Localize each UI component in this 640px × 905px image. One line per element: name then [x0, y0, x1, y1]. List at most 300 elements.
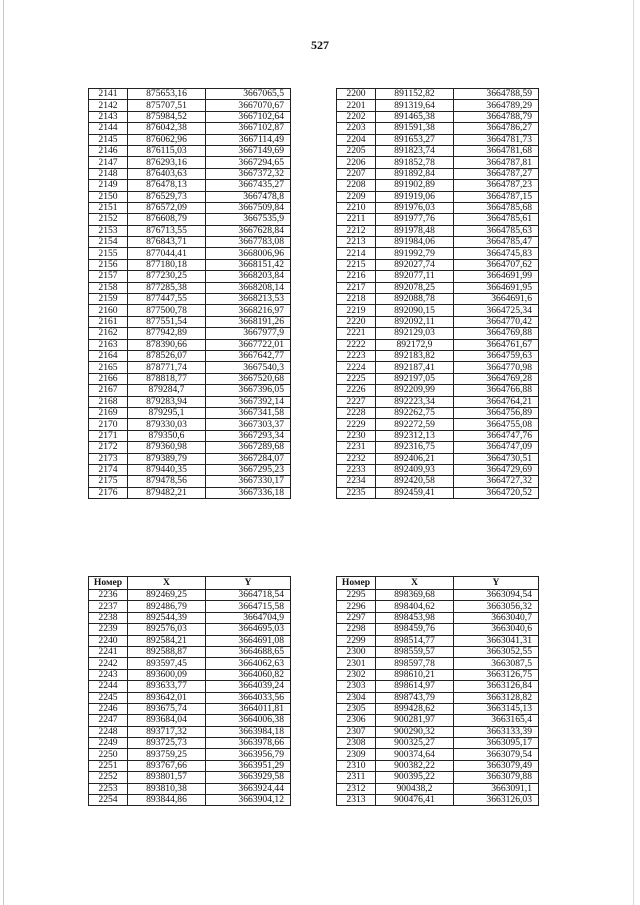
x-coordinate-cell: 892409,93 — [376, 464, 454, 475]
table-row — [89, 430, 291, 441]
column-header-number: Номер — [337, 577, 376, 590]
x-coordinate-cell: 879284,7 — [128, 385, 206, 396]
x-coordinate-cell: 876403,63 — [128, 168, 206, 179]
table-row — [89, 658, 291, 669]
y-coordinate-cell: 3664707,62 — [454, 259, 539, 270]
table-row — [337, 464, 539, 475]
point-number-cell: 2224 — [337, 362, 376, 373]
table-row — [337, 123, 539, 134]
y-coordinate-cell: 3664691,95 — [454, 282, 539, 293]
point-number-cell: 2153 — [89, 225, 128, 236]
y-coordinate-cell: 3663165,4 — [454, 715, 539, 726]
x-coordinate-cell: 892486,79 — [128, 601, 206, 612]
x-coordinate-cell: 891978,48 — [376, 225, 454, 236]
x-coordinate-cell: 893767,66 — [128, 760, 206, 771]
point-number-cell: 2200 — [337, 89, 376, 100]
y-coordinate-cell: 3664695,03 — [206, 624, 291, 635]
table-row — [89, 476, 291, 487]
x-coordinate-cell: 877500,78 — [128, 305, 206, 316]
x-coordinate-cell: 876115,03 — [128, 145, 206, 156]
point-number-cell: 2313 — [337, 795, 376, 806]
table-row — [89, 350, 291, 361]
point-number-cell: 2306 — [337, 715, 376, 726]
x-coordinate-cell: 900281,97 — [376, 715, 454, 726]
y-coordinate-cell: 3667435,27 — [206, 180, 291, 191]
y-coordinate-cell: 3664691,99 — [454, 271, 539, 282]
x-coordinate-cell: 892316,75 — [376, 442, 454, 453]
x-coordinate-cell: 893801,57 — [128, 772, 206, 783]
point-number-cell: 2165 — [89, 362, 128, 373]
y-coordinate-cell: 3667372,32 — [206, 168, 291, 179]
x-coordinate-cell: 877551,54 — [128, 316, 206, 327]
x-coordinate-cell: 879440,35 — [128, 464, 206, 475]
x-coordinate-cell: 900438,2 — [376, 783, 454, 794]
x-coordinate-cell: 893684,04 — [128, 715, 206, 726]
y-coordinate-cell: 3664770,98 — [454, 362, 539, 373]
x-coordinate-cell: 891977,76 — [376, 214, 454, 225]
x-coordinate-cell: 893717,32 — [128, 726, 206, 737]
point-number-cell: 2214 — [337, 248, 376, 259]
point-number-cell: 2229 — [337, 419, 376, 430]
y-coordinate-cell: 3668006,96 — [206, 248, 291, 259]
point-number-cell: 2302 — [337, 669, 376, 680]
y-coordinate-cell: 3664060,82 — [206, 669, 291, 680]
x-coordinate-cell: 875984,52 — [128, 111, 206, 122]
table-row — [89, 362, 291, 373]
x-coordinate-cell: 876572,09 — [128, 202, 206, 213]
point-number-cell: 2254 — [89, 795, 128, 806]
x-coordinate-cell: 891992,79 — [376, 248, 454, 259]
x-coordinate-cell: 892078,25 — [376, 282, 454, 293]
table-row — [89, 100, 291, 111]
x-coordinate-cell: 891984,06 — [376, 237, 454, 248]
table-row — [337, 294, 539, 305]
table-row — [337, 328, 539, 339]
table-row — [89, 464, 291, 475]
table-row — [337, 225, 539, 236]
table-row — [337, 715, 539, 726]
table-row — [89, 407, 291, 418]
point-number-cell: 2242 — [89, 658, 128, 669]
column-header-y: Y — [206, 577, 291, 590]
point-number-cell: 2297 — [337, 612, 376, 623]
x-coordinate-cell: 891319,64 — [376, 100, 454, 111]
x-coordinate-cell: 892272,59 — [376, 419, 454, 430]
point-number-cell: 2173 — [89, 453, 128, 464]
x-coordinate-cell: 892406,21 — [376, 453, 454, 464]
table-row — [337, 145, 539, 156]
y-coordinate-cell: 3664062,63 — [206, 658, 291, 669]
point-number-cell: 2308 — [337, 738, 376, 749]
y-coordinate-cell: 3664715,58 — [206, 601, 291, 612]
y-coordinate-cell: 3664785,61 — [454, 214, 539, 225]
y-coordinate-cell: 3668191,26 — [206, 316, 291, 327]
table-row — [89, 225, 291, 236]
y-coordinate-cell: 3664691,6 — [454, 294, 539, 305]
point-number-cell: 2171 — [89, 430, 128, 441]
x-coordinate-cell: 892420,58 — [376, 476, 454, 487]
table-row — [89, 749, 291, 760]
x-coordinate-cell: 893810,38 — [128, 783, 206, 794]
x-coordinate-cell: 877942,89 — [128, 328, 206, 339]
x-coordinate-cell: 875707,51 — [128, 100, 206, 111]
x-coordinate-cell: 892584,21 — [128, 635, 206, 646]
y-coordinate-cell: 3663079,54 — [454, 749, 539, 760]
point-number-cell: 2232 — [337, 453, 376, 464]
y-coordinate-cell: 3664781,73 — [454, 134, 539, 145]
table-row — [337, 111, 539, 122]
y-coordinate-cell: 3667303,37 — [206, 419, 291, 430]
point-number-cell: 2150 — [89, 191, 128, 202]
y-coordinate-cell: 3664039,24 — [206, 681, 291, 692]
y-coordinate-cell: 3664011,81 — [206, 703, 291, 714]
y-coordinate-cell: 3668216,97 — [206, 305, 291, 316]
table-row — [337, 100, 539, 111]
page-number: 527 — [311, 38, 329, 52]
table-row — [89, 157, 291, 168]
table-row — [89, 123, 291, 134]
x-coordinate-cell: 892459,41 — [376, 487, 454, 498]
table-row — [89, 248, 291, 259]
point-number-cell: 2252 — [89, 772, 128, 783]
y-coordinate-cell: 3667341,58 — [206, 407, 291, 418]
table-row — [337, 259, 539, 270]
point-number-cell: 2245 — [89, 692, 128, 703]
x-coordinate-cell: 892469,25 — [128, 590, 206, 601]
y-coordinate-cell: 3664006,38 — [206, 715, 291, 726]
table-row — [89, 328, 291, 339]
x-coordinate-cell: 877180,18 — [128, 259, 206, 270]
x-coordinate-cell: 898369,68 — [376, 590, 454, 601]
table-row — [89, 214, 291, 225]
x-coordinate-cell: 900382,22 — [376, 760, 454, 771]
y-coordinate-cell: 3663126,03 — [454, 795, 539, 806]
point-number-cell: 2250 — [89, 749, 128, 760]
point-number-cell: 2207 — [337, 168, 376, 179]
x-coordinate-cell: 892183,82 — [376, 350, 454, 361]
x-coordinate-cell: 892187,41 — [376, 362, 454, 373]
point-number-cell: 2309 — [337, 749, 376, 760]
y-coordinate-cell: 3664769,28 — [454, 373, 539, 384]
y-coordinate-cell: 3663040,6 — [454, 624, 539, 635]
table-row — [89, 715, 291, 726]
point-number-cell: 2235 — [337, 487, 376, 498]
point-number-cell: 2304 — [337, 692, 376, 703]
coordinates-table-top-right — [336, 88, 539, 499]
y-coordinate-cell: 3664720,52 — [454, 487, 539, 498]
point-number-cell: 2300 — [337, 646, 376, 657]
point-number-cell: 2241 — [89, 646, 128, 657]
table-row — [89, 419, 291, 430]
point-number-cell: 2298 — [337, 624, 376, 635]
x-coordinate-cell: 879482,21 — [128, 487, 206, 498]
table-row — [337, 681, 539, 692]
y-coordinate-cell: 3663087,5 — [454, 658, 539, 669]
x-coordinate-cell: 893844,86 — [128, 795, 206, 806]
point-number-cell: 2220 — [337, 316, 376, 327]
x-coordinate-cell: 898597,78 — [376, 658, 454, 669]
x-coordinate-cell: 875653,16 — [128, 89, 206, 100]
x-coordinate-cell: 891919,06 — [376, 191, 454, 202]
y-coordinate-cell: 3664787,81 — [454, 157, 539, 168]
x-coordinate-cell: 877285,38 — [128, 282, 206, 293]
x-coordinate-cell: 892312,13 — [376, 430, 454, 441]
point-number-cell: 2296 — [337, 601, 376, 612]
table-row — [337, 385, 539, 396]
point-number-cell: 2206 — [337, 157, 376, 168]
table-row — [337, 305, 539, 316]
y-coordinate-cell: 3664769,88 — [454, 328, 539, 339]
table-row — [89, 624, 291, 635]
point-number-cell: 2295 — [337, 590, 376, 601]
x-coordinate-cell: 892088,78 — [376, 294, 454, 305]
point-number-cell: 2144 — [89, 123, 128, 134]
point-number-cell: 2305 — [337, 703, 376, 714]
point-number-cell: 2174 — [89, 464, 128, 475]
x-coordinate-cell: 892092,11 — [376, 316, 454, 327]
table-row — [337, 282, 539, 293]
x-coordinate-cell: 900290,32 — [376, 726, 454, 737]
point-number-cell: 2221 — [337, 328, 376, 339]
y-coordinate-cell: 3664730,51 — [454, 453, 539, 464]
table-row — [89, 282, 291, 293]
table-row — [337, 795, 539, 806]
y-coordinate-cell: 3664727,32 — [454, 476, 539, 487]
table-row — [89, 89, 291, 100]
y-coordinate-cell: 3667520,68 — [206, 373, 291, 384]
y-coordinate-cell: 3668151,42 — [206, 259, 291, 270]
y-coordinate-cell: 3668208,14 — [206, 282, 291, 293]
point-number-cell: 2167 — [89, 385, 128, 396]
x-coordinate-cell: 879478,56 — [128, 476, 206, 487]
y-coordinate-cell: 3664747,09 — [454, 442, 539, 453]
x-coordinate-cell: 879283,94 — [128, 396, 206, 407]
point-number-cell: 2158 — [89, 282, 128, 293]
point-number-cell: 2159 — [89, 294, 128, 305]
table-row — [337, 635, 539, 646]
y-coordinate-cell: 3663095,17 — [454, 738, 539, 749]
table-row — [337, 202, 539, 213]
y-coordinate-cell: 3663924,44 — [206, 783, 291, 794]
y-coordinate-cell: 3664785,68 — [454, 202, 539, 213]
table-row — [89, 271, 291, 282]
x-coordinate-cell: 893597,45 — [128, 658, 206, 669]
y-coordinate-cell: 3664759,63 — [454, 350, 539, 361]
point-number-cell: 2236 — [89, 590, 128, 601]
table-row — [89, 145, 291, 156]
point-number-cell: 2307 — [337, 726, 376, 737]
y-coordinate-cell: 3664770,42 — [454, 316, 539, 327]
x-coordinate-cell: 876608,79 — [128, 214, 206, 225]
point-number-cell: 2168 — [89, 396, 128, 407]
table-row — [337, 692, 539, 703]
y-coordinate-cell: 3667535,9 — [206, 214, 291, 225]
y-coordinate-cell: 3663951,29 — [206, 760, 291, 771]
table-row — [337, 760, 539, 771]
y-coordinate-cell: 3663079,49 — [454, 760, 539, 771]
point-number-cell: 2149 — [89, 180, 128, 191]
x-coordinate-cell: 892223,34 — [376, 396, 454, 407]
table-row — [337, 783, 539, 794]
x-coordinate-cell: 892090,15 — [376, 305, 454, 316]
y-coordinate-cell: 3664764,21 — [454, 396, 539, 407]
point-number-cell: 2312 — [337, 783, 376, 794]
y-coordinate-cell: 3663126,75 — [454, 669, 539, 680]
x-coordinate-cell: 892588,87 — [128, 646, 206, 657]
point-number-cell: 2216 — [337, 271, 376, 282]
x-coordinate-cell: 900374,64 — [376, 749, 454, 760]
coordinates-table-bottom-right — [336, 576, 539, 806]
table-row — [337, 624, 539, 635]
y-coordinate-cell: 3664785,47 — [454, 237, 539, 248]
point-number-cell: 2310 — [337, 760, 376, 771]
x-coordinate-cell: 879360,98 — [128, 442, 206, 453]
point-number-cell: 2146 — [89, 145, 128, 156]
x-coordinate-cell: 898743,79 — [376, 692, 454, 703]
table-row — [337, 214, 539, 225]
x-coordinate-cell: 876293,16 — [128, 157, 206, 168]
point-number-cell: 2218 — [337, 294, 376, 305]
point-number-cell: 2233 — [337, 464, 376, 475]
point-number-cell: 2215 — [337, 259, 376, 270]
table-row — [337, 726, 539, 737]
table-row — [337, 703, 539, 714]
coordinates-table-top-left — [88, 88, 291, 499]
table-row — [89, 726, 291, 737]
point-number-cell: 2248 — [89, 726, 128, 737]
table-row — [337, 772, 539, 783]
x-coordinate-cell: 878818,77 — [128, 373, 206, 384]
x-coordinate-cell: 891823,74 — [376, 145, 454, 156]
x-coordinate-cell: 893675,74 — [128, 703, 206, 714]
point-number-cell: 2249 — [89, 738, 128, 749]
table-row — [337, 601, 539, 612]
point-number-cell: 2160 — [89, 305, 128, 316]
column-header-y: Y — [454, 577, 539, 590]
x-coordinate-cell: 893759,25 — [128, 749, 206, 760]
point-number-cell: 2164 — [89, 350, 128, 361]
x-coordinate-cell: 877230,25 — [128, 271, 206, 282]
x-coordinate-cell: 879330,03 — [128, 419, 206, 430]
table-header-row — [337, 577, 539, 590]
point-number-cell: 2162 — [89, 328, 128, 339]
table-row — [89, 305, 291, 316]
y-coordinate-cell: 3663128,82 — [454, 692, 539, 703]
x-coordinate-cell: 892077,11 — [376, 271, 454, 282]
point-number-cell: 2230 — [337, 430, 376, 441]
y-coordinate-cell: 3663056,32 — [454, 601, 539, 612]
point-number-cell: 2211 — [337, 214, 376, 225]
table-row — [89, 316, 291, 327]
table-row — [337, 453, 539, 464]
x-coordinate-cell: 898610,21 — [376, 669, 454, 680]
y-coordinate-cell: 3667294,65 — [206, 157, 291, 168]
column-header-x: X — [376, 577, 454, 590]
x-coordinate-cell: 878390,66 — [128, 339, 206, 350]
table-row — [89, 373, 291, 384]
y-coordinate-cell: 3667070,67 — [206, 100, 291, 111]
point-number-cell: 2204 — [337, 134, 376, 145]
column-header-x: X — [128, 577, 206, 590]
table-row — [89, 385, 291, 396]
x-coordinate-cell: 877447,55 — [128, 294, 206, 305]
x-coordinate-cell: 891591,38 — [376, 123, 454, 134]
x-coordinate-cell: 892197,05 — [376, 373, 454, 384]
table-row — [89, 646, 291, 657]
x-coordinate-cell: 879389,79 — [128, 453, 206, 464]
point-number-cell: 2175 — [89, 476, 128, 487]
x-coordinate-cell: 893725,73 — [128, 738, 206, 749]
y-coordinate-cell: 3667540,3 — [206, 362, 291, 373]
x-coordinate-cell: 879295,1 — [128, 407, 206, 418]
point-number-cell: 2148 — [89, 168, 128, 179]
point-number-cell: 2234 — [337, 476, 376, 487]
x-coordinate-cell: 876042,38 — [128, 123, 206, 134]
y-coordinate-cell: 3667293,34 — [206, 430, 291, 441]
y-coordinate-cell: 3663145,13 — [454, 703, 539, 714]
table-row — [337, 350, 539, 361]
x-coordinate-cell: 876713,55 — [128, 225, 206, 236]
x-coordinate-cell: 900476,41 — [376, 795, 454, 806]
point-number-cell: 2166 — [89, 373, 128, 384]
table-row — [89, 760, 291, 771]
y-coordinate-cell: 3664761,67 — [454, 339, 539, 350]
y-coordinate-cell: 3663091,1 — [454, 783, 539, 794]
table-row — [337, 373, 539, 384]
x-coordinate-cell: 892027,74 — [376, 259, 454, 270]
table-row — [89, 191, 291, 202]
table-row — [89, 339, 291, 350]
y-coordinate-cell: 3664718,54 — [206, 590, 291, 601]
point-number-cell: 2217 — [337, 282, 376, 293]
y-coordinate-cell: 3664745,83 — [454, 248, 539, 259]
y-coordinate-cell: 3663041,31 — [454, 635, 539, 646]
y-coordinate-cell: 3667783,08 — [206, 237, 291, 248]
y-coordinate-cell: 3667295,23 — [206, 464, 291, 475]
table-row — [89, 396, 291, 407]
y-coordinate-cell: 3667149,69 — [206, 145, 291, 156]
point-number-cell: 2142 — [89, 100, 128, 111]
table-row — [337, 316, 539, 327]
y-coordinate-cell: 3667114,49 — [206, 134, 291, 145]
table-row — [89, 237, 291, 248]
x-coordinate-cell: 876478,13 — [128, 180, 206, 191]
x-coordinate-cell: 891852,78 — [376, 157, 454, 168]
table-row — [89, 202, 291, 213]
table-row — [337, 487, 539, 498]
table-row — [89, 772, 291, 783]
x-coordinate-cell: 898453,98 — [376, 612, 454, 623]
x-coordinate-cell: 879350,6 — [128, 430, 206, 441]
y-coordinate-cell: 3667628,84 — [206, 225, 291, 236]
y-coordinate-cell: 3664033,56 — [206, 692, 291, 703]
point-number-cell: 2299 — [337, 635, 376, 646]
point-number-cell: 2145 — [89, 134, 128, 145]
table-row — [337, 89, 539, 100]
y-coordinate-cell: 3664747,76 — [454, 430, 539, 441]
point-number-cell: 2176 — [89, 487, 128, 498]
table-row — [89, 134, 291, 145]
table-row — [337, 738, 539, 749]
y-coordinate-cell: 3664704,9 — [206, 612, 291, 623]
table-row — [337, 430, 539, 441]
y-coordinate-cell: 3664788,79 — [454, 111, 539, 122]
point-number-cell: 2151 — [89, 202, 128, 213]
y-coordinate-cell: 3664785,63 — [454, 225, 539, 236]
point-number-cell: 2169 — [89, 407, 128, 418]
point-number-cell: 2238 — [89, 612, 128, 623]
x-coordinate-cell: 876529,73 — [128, 191, 206, 202]
